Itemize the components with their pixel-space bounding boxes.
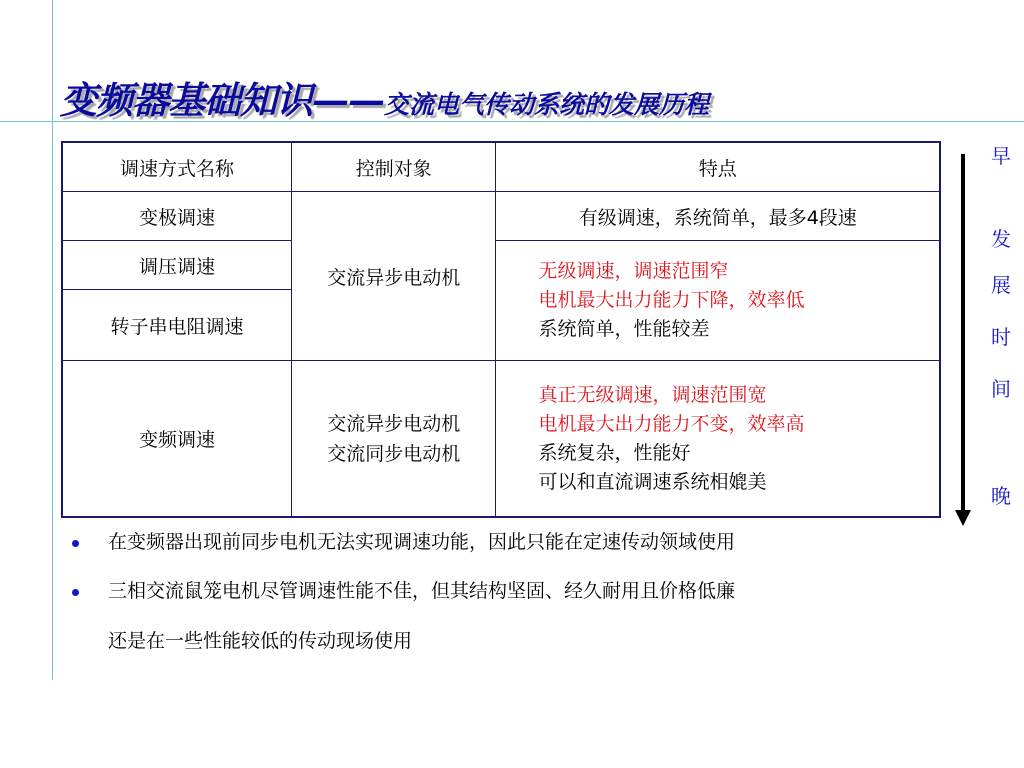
object-line: 交流同步电动机 [327,442,461,465]
timeline-arrow-shaft [961,154,965,512]
cell-voltage-name: 调压调速 [62,241,291,290]
object-line: 交流异步电动机 [327,412,461,435]
table-row-voltage [62,241,940,290]
cell-vfd-features [496,361,940,518]
feature-line: 系统简单，性能较差 [538,318,710,340]
bullet-dot-icon [72,540,79,547]
timeline-label-late: 晚 [991,484,1011,508]
feature-line: 可以和直流调速系统相媲美 [538,470,767,493]
header-method: 调速方式名称 [62,142,291,192]
bullet-item [72,569,972,663]
feature-line: 电机最大出力能力下降，效率低 [538,289,805,311]
timeline-label: 展 [991,273,1011,297]
table-header-row [62,142,940,192]
table-row-vfd [62,361,940,518]
timeline-label-early: 早 [991,144,1011,168]
bullet-dot-icon [72,589,79,596]
feature-line: 无级调速，调速范围窄 [538,260,729,282]
feature-line: 系统复杂，性能好 [538,441,691,464]
timeline-label: 间 [991,377,1011,401]
header-object: 控制对象 [291,142,496,192]
feature-line: 电机最大出力能力不变，效率高 [538,412,805,435]
timeline-label: 时 [991,325,1011,349]
title-sub: 交流电气传动系统的发展历程 [384,90,710,119]
bullet-text-continued: 还是在一些性能较低的传动现场使用 [108,630,413,652]
bullet-item [72,520,972,564]
cell-async-motor-object: 交流异步电动机 [291,192,496,361]
slide-title [60,70,709,124]
cell-vfd-objects [291,361,496,518]
table-row-pole [62,192,940,241]
cell-vfd-name: 变频调速 [62,361,291,518]
timeline-label: 发 [991,227,1011,251]
cell-pole-feature: 有级调速，系统简单，最多4段速 [496,192,940,241]
bullet-list [72,520,972,663]
title-main: 变频器基础知识—— [60,78,384,122]
vertical-guide-line [52,0,53,680]
bullet-text: 三相交流鼠笼电机尽管调速性能不佳，但其结构坚固、经久耐用且价格低廉 [108,580,736,602]
cell-rotor-name: 转子串电阻调速 [62,290,291,361]
cell-shared-features [496,241,940,361]
feature-line: 真正无级调速，调速范围宽 [538,383,767,406]
speed-control-table [61,141,941,518]
header-features: 特点 [496,142,940,192]
bullet-text: 在变频器出现前同步电机无法实现调速功能，因此只能在定速传动领域使用 [108,531,736,553]
cell-pole-name: 变极调速 [62,192,291,241]
